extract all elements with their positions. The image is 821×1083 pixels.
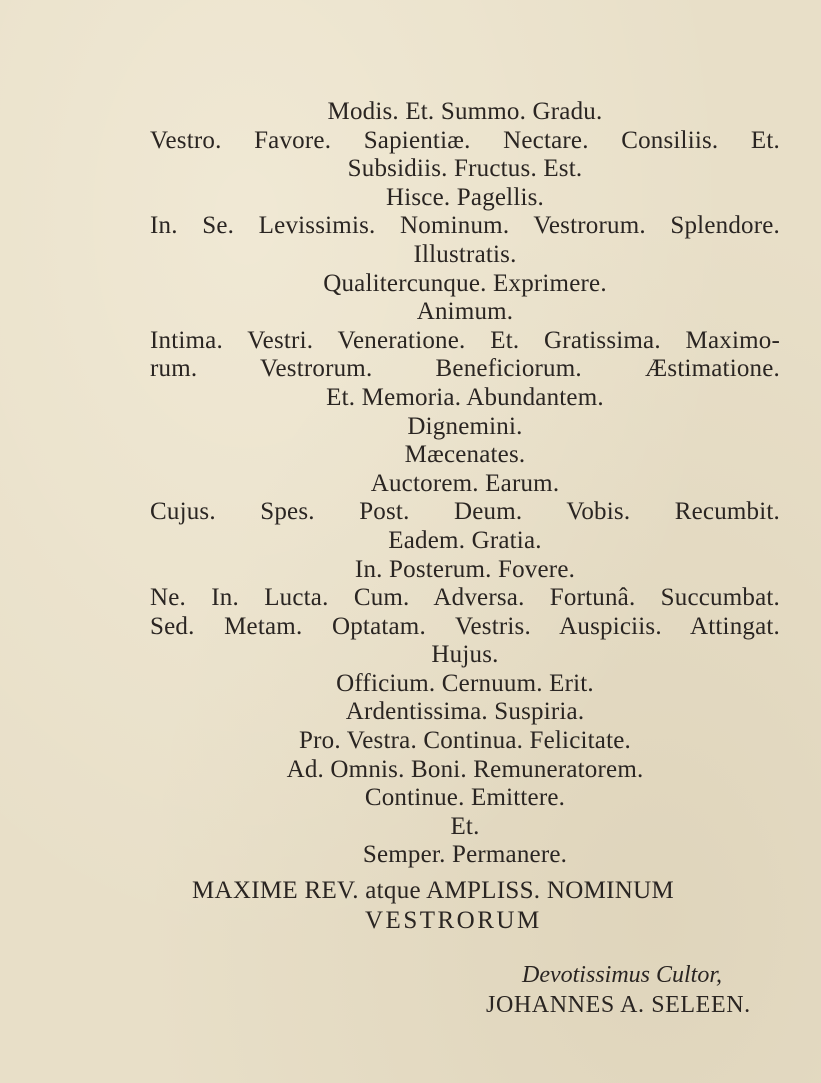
dedication-line: Dignemini. [407, 412, 523, 440]
dedication-line: Hujus. [431, 641, 499, 669]
signature-name: JOHANNES A. SELEEN. [486, 992, 751, 1018]
dedication-line: Et. [450, 812, 480, 840]
dedication-line: In. Posterum. Fovere. [354, 555, 576, 583]
dedication-line: Illustratis. [413, 240, 517, 268]
dedication-line: Hisce. Pagellis. [385, 183, 545, 211]
dedication-line: Eadem. Gratia. [388, 526, 542, 554]
dedication-line: Officium. Cernuum. Erit. [336, 669, 594, 697]
dedication-line: Qualitercunque. Exprimere. [323, 269, 607, 297]
dedication-line: Sed. Metam. Optatam. Vestris. Auspiciis. Attingat. [150, 612, 780, 640]
closing-line-2: VESTRORUM [365, 907, 542, 934]
dedication-line: Ad. Omnis. Boni. Remuneratorem. [286, 755, 644, 783]
dedication-line: Mæcenates. [404, 441, 526, 469]
dedication-line: Continue. Emittere. [364, 784, 566, 812]
dedication-line: Pro. Vestra. Continua. Felicitate. [299, 727, 631, 755]
dedication-line: Ne. In. Lucta. Cum. Adversa. Fortunâ. Succumbat. [150, 584, 780, 612]
signature-block [470, 960, 790, 1020]
dedication-line: Animum. [416, 298, 514, 326]
dedication-line: Cujus. Spes. Post. Deum. Vobis. Recumbit. [150, 498, 780, 526]
dedication-line: Et. Memoria. Abundantem. [326, 383, 604, 411]
dedication-line: Subsidiis. Fructus. Est. [347, 155, 583, 183]
dedication-line: In. Se. Levissimis. Nominum. Vestrorum. Splendore. [150, 212, 780, 240]
closing-line-1: MAXIME REV. atque AMPLISS. NOMINUM [192, 877, 674, 904]
signature-title: Devotissimus Cultor, [522, 962, 723, 988]
dedication-line: Semper. Permanere. [362, 841, 568, 869]
dedication-text [150, 98, 780, 870]
dedication-line: Auctorem. Earum. [370, 469, 560, 497]
closing-address [150, 876, 780, 936]
dedication-line: Modis. Et. Summo. Gradu. [327, 98, 603, 125]
dedication-line: Intima. Vestri. Veneratione. Et. Gratissima. Maximo- [150, 326, 780, 354]
dedication-line: Vestro. Favore. Sapientiæ. Nectare. Consiliis. Et. [150, 126, 780, 154]
dedication-line: Ardentissima. Suspiria. [345, 698, 585, 726]
dedication-line: rum. Vestrorum. Beneficiorum. Æstimatione. [150, 355, 780, 383]
